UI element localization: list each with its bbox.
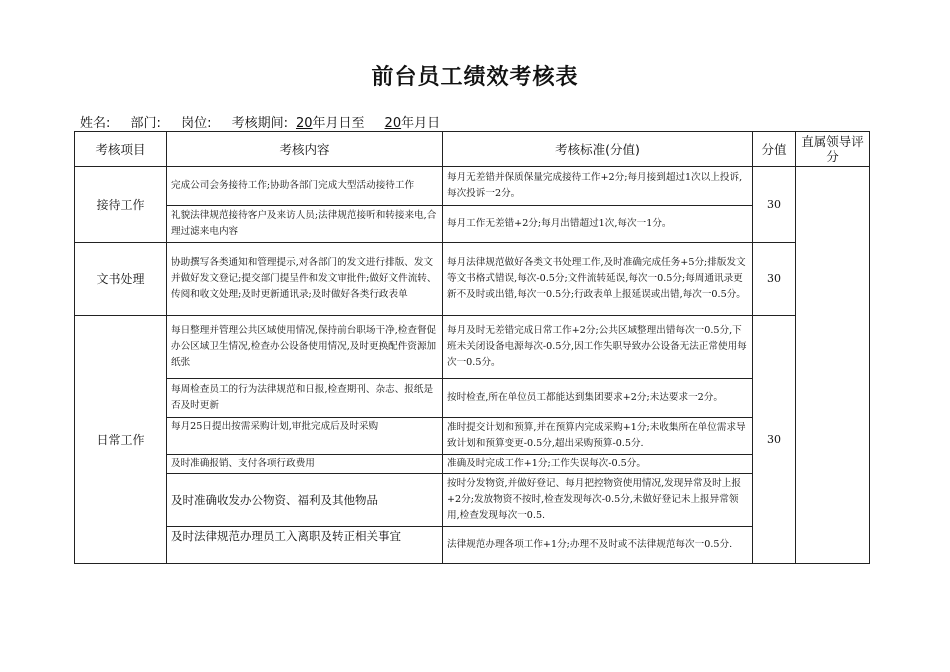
table-row <box>75 418 870 455</box>
content-cell: 每月25日提出按需采购计划,审批完成后及时采购 <box>167 418 443 455</box>
table-row <box>75 455 870 474</box>
content-cell: 及时准确报销、支付各项行政费用 <box>167 455 443 474</box>
table-row <box>75 167 870 206</box>
header-score: 分值 <box>753 132 796 167</box>
header-item: 考核项目 <box>75 132 167 167</box>
standard-cell: 每月及时无差错完成日常工作+2分;公共区域整理出错每次一0.5分,下班未关闭设备电源每次-0.5分,因工作失职导致办公设备无法正常使用每次一0.5分。 <box>443 316 753 379</box>
header-row <box>75 132 870 167</box>
table-row <box>75 316 870 379</box>
score-clerical: 30 <box>753 243 796 316</box>
standard-cell: 按时检查,所在单位员工都能达到集团要求+2分;未达要求一2分。 <box>443 379 753 418</box>
category-reception: 接待工作 <box>75 167 167 243</box>
period-end-suffix: 年月日 <box>401 116 441 131</box>
content-cell: 及时法律规范办理员工入离职及转正相关事宜 <box>167 527 443 564</box>
score-daily: 30 <box>753 316 796 564</box>
period-start-year: 20 <box>295 116 313 131</box>
table-row <box>75 379 870 418</box>
table-row <box>75 243 870 316</box>
page-title: 前台员工绩效考核表 <box>371 65 579 90</box>
content-cell: 礼貌法律规范接待客户及来访人员;法律规范接听和转接来电,合理过滤来电内容 <box>167 206 443 243</box>
standard-cell: 法律规范办理各项工作+1分;办理不及时或不法律规范每次一0.5分. <box>443 527 753 564</box>
standard-cell: 每月无差错并保质保量完成接待工作+2分;每月接到超过1次以上投诉,每次投诉一2分。 <box>443 167 753 206</box>
content-cell: 每周检查员工的行为法律规范和日报,检查期刊、杂志、报纸是否及时更新 <box>167 379 443 418</box>
standard-cell: 准确及时完成工作+1分;工作失误每次-0.5分。 <box>443 455 753 474</box>
leader-score-cell[interactable] <box>796 167 870 564</box>
post-label: 岗位: <box>181 116 212 131</box>
standard-cell: 按时分发物资,并做好登记、每月把控物资使用情况,发现异常及时上报+2分;发放物资不按时,检查发现每次-0.5分,未做好登记未上报异常领用,检查发现每次一0.5. <box>443 474 753 527</box>
content-cell: 每日整理并管理公共区域使用情况,保持前台职场干净,检查督促办公区域卫生情况,检查办公设备使用情况,及时更换配件资源加纸张 <box>167 316 443 379</box>
table-row <box>75 474 870 527</box>
content-cell: 协助撰写各类通知和管理提示,对各部门的发文进行排版、发文并做好发文登记;提交部门提呈件和发文审批件;做好文件流转、传阅和收文处理;及时更新通讯录;及时做好各类行政表单 <box>167 243 443 316</box>
period-end-year: 20 <box>384 116 402 131</box>
header-leader-score: 直属领导评分 <box>796 132 870 167</box>
period-start-suffix: 年月日至 <box>312 116 365 131</box>
category-daily: 日常工作 <box>75 316 167 564</box>
standard-cell: 准时提交计划和预算,并在预算内完成采购+1分;未收集所在单位需求导致计划和预算变更-0.5分,超出采购预算-0.5分. <box>443 418 753 455</box>
meta-line <box>80 112 456 131</box>
standard-cell: 每月法律规范做好各类文书处理工作,及时准确完成任务+5分;排版发文等文书格式错误,每次-0.5分;文件流转延误,每次一0.5分;每周通讯录更新不及时或出错,每次一0.5分;行政表单上报延误或出错,每次一0.5分。 <box>443 243 753 316</box>
category-clerical: 文书处理 <box>75 243 167 316</box>
period-label: 考核期间: <box>231 116 288 131</box>
dept-label: 部门: <box>130 116 161 131</box>
table-row <box>75 527 870 564</box>
standard-cell: 每月工作无差错+2分;每月出错超过1次,每次一1分。 <box>443 206 753 243</box>
header-standard: 考核标准(分值) <box>443 132 753 167</box>
content-cell: 及时准确收发办公物资、福利及其他物品 <box>167 474 443 527</box>
evaluation-table <box>74 131 870 564</box>
header-content: 考核内容 <box>167 132 443 167</box>
content-cell: 完成公司会务接待工作;协助各部门完成大型活动接待工作 <box>167 167 443 206</box>
name-label: 姓名: <box>80 116 111 131</box>
score-reception: 30 <box>753 167 796 243</box>
table-row <box>75 206 870 243</box>
